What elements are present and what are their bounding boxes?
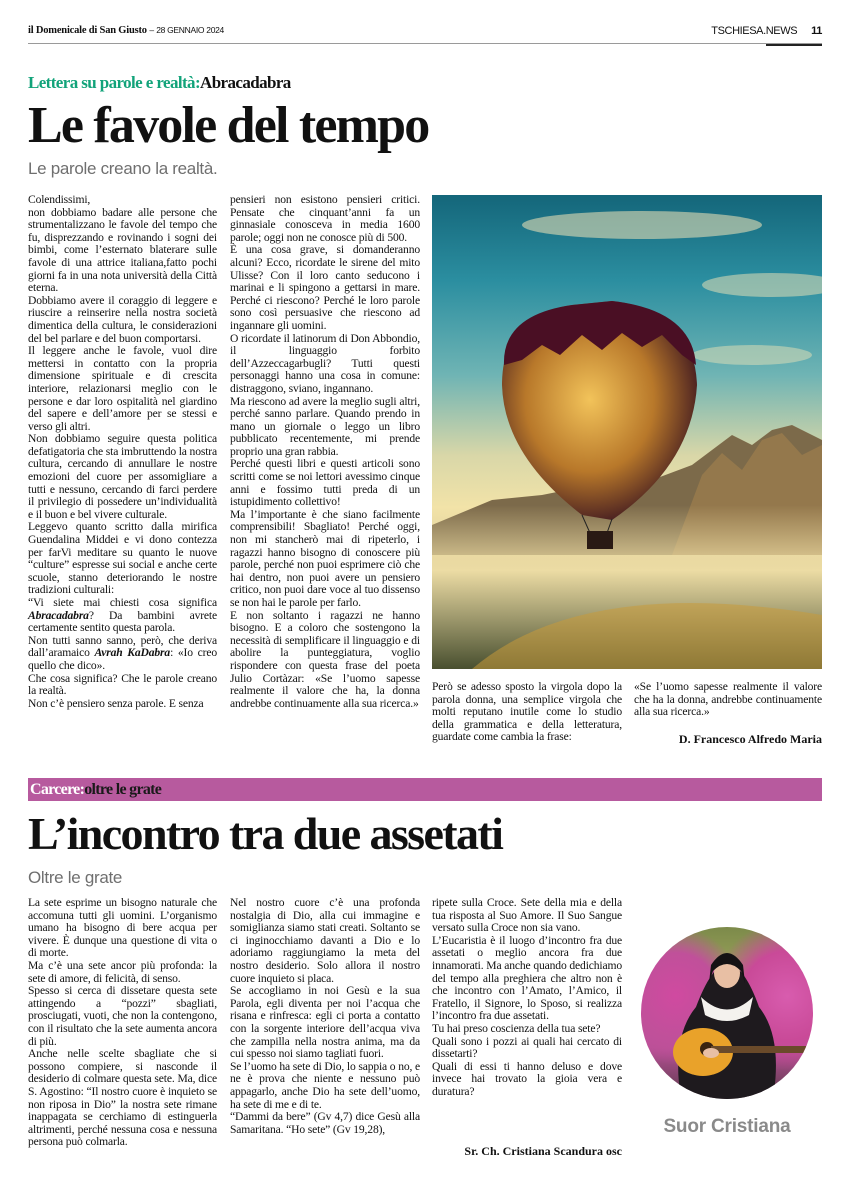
paragraph: pensieri non esistono pensieri critici. Pensate che cinquant’anni fa un ginnasiale conosceva in media 1600 parole; oggi non ne conosce più di 500. bbox=[230, 193, 420, 244]
site-name: TSCHIESA.NEWS bbox=[711, 25, 798, 37]
paragraph: Tu hai preso coscienza della tua sete? bbox=[432, 1021, 601, 1035]
article2-title: L’incontro tra due assetati bbox=[28, 808, 503, 859]
page-number-underline bbox=[766, 44, 822, 46]
paragraph: Anche nelle scelte sbagliate che si possono compiere, si nasconde il desiderio di colmare questa sete. Ma, dice S. Agostino: “Il nostro cuore è inquieto se non riposa in Dio” la nostra sete rimane inappagata se cerchiamo di estinguerla altrimenti, perché nessuna cosa e nessuna persona può colmarla. bbox=[28, 1047, 217, 1149]
paragraph: Nel nostro cuore c’è una profonda nostalgia di Dio, alla cui immagine e somiglianza siamo stati creati. Soltanto se ci inginocchiamo davanti a Dio e lo adoriamo raggiungiamo la meta del nostro desiderio. Solo allora il nostro cuore inquieto si placa. bbox=[230, 896, 420, 985]
article1-column-2 bbox=[230, 194, 420, 710]
masthead-left bbox=[28, 25, 224, 36]
publication-name: il Domenicale di San Giusto bbox=[28, 25, 147, 36]
paragraph-quote bbox=[28, 597, 217, 635]
article2-kicker bbox=[30, 781, 161, 799]
paragraph: È una cosa grave, si domanderanno alcuni? Ecco, ricordate le sirene del mito Ulisse? Con il loro canto seducono i marinai e li spingono a gettarsi in mare. Perché ci riescono? Perché le loro parole sono così persuasive che riescono ad ingannare gli uomini. bbox=[230, 243, 420, 332]
article2-kicker-label: Carcere: bbox=[30, 781, 85, 798]
paragraph: Leggevo quanto scritto dalla mirifica Guendalina Middei e vi dono contezza per farVi meditare su quanto le nuove “culture” espresse sui social e anche certe scuole, stanno deteriorando le nostre tradizioni culturali: bbox=[28, 520, 217, 597]
hand bbox=[703, 1048, 719, 1058]
article1-title: Le favole del tempo bbox=[28, 97, 429, 154]
paragraph-aramaic bbox=[28, 635, 217, 673]
quote-after: ? Da bambini avrete certamente sentito questa parola. bbox=[28, 608, 217, 635]
masthead-right bbox=[711, 25, 822, 37]
paragraph: O ricordate il latinorum di Don Abbondio, il linguaggio forbito dell’Azzeccagarbugli? Tutti questi personaggi hanno una cosa in comune: distraggono, sviano, ingannano. bbox=[230, 331, 420, 395]
paragraph: “Dammi da bere” (Gv 4,7) dice Gesù alla Samaritana. “Ho sete” (Gv 19,28), bbox=[230, 1110, 420, 1136]
guitar-neck bbox=[711, 1046, 806, 1053]
cloud bbox=[702, 273, 822, 297]
masthead-separator: – bbox=[149, 25, 154, 35]
balloon-illustration bbox=[432, 195, 822, 669]
paragraph: Spesso si cerca di dissetare questa sete attingendo a “pozzi” sbagliati, prosciugati, vuoti, che non la contengono, con il risultato che la sete aumenta ancora di più. bbox=[28, 984, 217, 1048]
article2-column-3 bbox=[432, 897, 622, 1099]
article1-column-3 bbox=[432, 681, 622, 744]
article1-column-1 bbox=[28, 194, 217, 710]
quote-intro: “Vi siete mai chiesti cosa significa bbox=[28, 596, 217, 609]
paragraph: La sete esprime un bisogno naturale che accomuna tutti gli uomini. L’organismo umano ha bisogno di bere acqua per vivere. È dunque una questione di vita o di morte. bbox=[28, 896, 217, 960]
paragraph: «Se l’uomo sapesse realmente il valore che ha la donna, andrebbe continuamente alla sua ricerca.» bbox=[634, 680, 822, 719]
paragraph: L’Eucaristia è il luogo d’incontro fra due assetati o meglio ancora fra due innamorati. Ma anche quando dedichiamo del tempo alla preghiera che altro non è che incontro con l’Amato, l’Amico, il Fratello, il Signore, lo Sposo, si realizza l’incontro fra due assetati. bbox=[432, 933, 622, 1023]
paragraph: Colendissimi, bbox=[28, 193, 91, 206]
paragraph: Il leggere anche le favole, vuol dire mettersi in contatto con la propria dimensione spirituale e di crescita interiore, relazionarsi meglio con le persone e dar loro ospitalità nel giardino del sapere e dell’amore per se stessi e verso gli altri. bbox=[28, 344, 217, 433]
issue-date: 28 GENNAIO 2024 bbox=[156, 25, 224, 35]
cloud bbox=[522, 211, 762, 239]
aramaic-before: Non tutti sanno sanno, però, che deriva dall’aramaico bbox=[28, 633, 217, 660]
paragraph: Perché questi libri e questi articoli sono scritti come se noi lettori avessimo cinque anni e fossimo tutti preda di un istupidimento collettivo! bbox=[230, 457, 420, 509]
page-number: 11 bbox=[811, 25, 822, 37]
aramaic-after: : «Io creo quello che dico». bbox=[28, 646, 217, 672]
paragraph: Ma riescono ad avere la meglio sugli altri, perché sanno parlare. Quando prendo in mano un giornale o leggo un libro pubblicato recentemente, mi prende proprio una gran rabbia. bbox=[230, 394, 420, 458]
article2-kicker-band bbox=[28, 778, 822, 801]
paragraph: ripete sulla Croce. Sete della mia e della tua risposta al Suo Amore. Il Suo Sangue versato sulla Croce non sia vano. bbox=[432, 896, 622, 935]
paragraph: Se accogliamo in noi Gesù e la sua Parola, egli diventa per noi l’acqua che risana e rinfresca: egli ci porta a contatto con la sorgente interiore dell’acqua viva che zampilla nella nostra anima, ma da cui spesso noi siamo tagliati fuori. bbox=[230, 984, 420, 1061]
paragraph: Quali di essi ti hanno deluso e dove invece hai trovato la gioia vera e duratura? bbox=[432, 1059, 622, 1098]
article1-signature: D. Francesco Alfredo Maria bbox=[678, 732, 822, 746]
article1-kicker bbox=[28, 73, 291, 93]
article1-kicker-topic: Abracadabra bbox=[200, 73, 291, 92]
paragraph: non dobbiamo badare alle persone che strumentalizzano le favole del tempo che fu, disprezzando e rovinando i sogni dei bimbi, come l’esternato blaterare sulle favole di una attrice italiana,fatto pochi giorni fa in una nota università della Città eterna. bbox=[28, 205, 217, 295]
portrait-caption: Suor Cristiana bbox=[663, 1116, 791, 1137]
paragraph: E non soltanto i ragazzi ne hanno bisogno. E a coloro che sostengono la necessità di semplificare il linguaggio e di abolire la punteggiatura, voglio rispondere con questa frase del poeta Julio Cortàzar: «Se l’uomo sapesse realmente il valore che ha, la donna andrebbe continuamente alla sua ricerca.» bbox=[230, 608, 420, 710]
article1-kicker-label: Lettera su parole e realtà: bbox=[28, 73, 201, 92]
portrait-illustration bbox=[641, 927, 813, 1099]
balloon-basket bbox=[587, 531, 613, 549]
paragraph: Dobbiamo avere il coraggio di leggere e riuscire a reinserire nella nostra società dimentica della cultura, le considerazioni del bel parlare e del buon comportarsi. bbox=[28, 293, 217, 345]
aramaic-word: Avrah KaDabra bbox=[94, 646, 171, 660]
cloud bbox=[692, 345, 812, 365]
paragraph: Che cosa significa? Che le parole creano la realtà. bbox=[28, 671, 217, 698]
paragraph: Se l’uomo ha sete di Dio, lo sappia o no, e ne è prova che niente e nessuno può appagarlo, anche Dio ha sete dell’uomo, ha sete di me e di te. bbox=[230, 1059, 420, 1111]
paragraph: Ma l’importante è che siano facilmente comprensibili! Sbagliato! Perché oggi, non mi stancherò mai di ripeterlo, i ragazzi hanno bisogno di conoscere più parole, perché non puoi esprimere ciò che hai dentro, non puoi avere un pensiero critico, non puoi dare voce al tuo dissenso se non hai le parole per farlo. bbox=[230, 507, 420, 609]
article1-subtitle: Le parole creano la realtà. bbox=[28, 159, 218, 178]
article2-signature: Sr. Ch. Cristiana Scandura osc bbox=[464, 1144, 622, 1158]
article1-column-4 bbox=[634, 681, 822, 719]
nun-with-guitar-portrait bbox=[641, 927, 813, 1099]
article2-column-2 bbox=[230, 897, 420, 1136]
quote-word: Abracadabra bbox=[28, 608, 89, 622]
paragraph: Però se adesso sposto la virgola dopo la parola donna, una semplice virgola che molti reputano inutile come lo studio della grammatica e della letteratura, guardate come cambia la frase: bbox=[432, 680, 622, 744]
paragraph: Ma c’è una sete ancor più profonda: la sete di amore, di felicità, di senso. bbox=[28, 958, 217, 985]
article2-kicker-topic: oltre le grate bbox=[84, 781, 162, 798]
article2-subtitle: Oltre le grate bbox=[28, 868, 123, 887]
masthead bbox=[28, 24, 822, 44]
article2-column-1 bbox=[28, 897, 217, 1149]
hot-air-balloon-photo bbox=[432, 195, 822, 669]
paragraph: Non dobbiamo seguire questa politica defatigatoria che sta imbruttendo la nostra cultura, cercando di annullare le nostre emozioni del cuore per assomigliare a tutti e nessuno, cercando di farci perdere il privilegio di possedere un’individualità e il buon e bel vivere culturale. bbox=[28, 432, 217, 521]
paragraph: Non c’è pensiero senza parole. E senza bbox=[28, 696, 204, 710]
paragraph: Quali sono i pozzi ai quali hai cercato di dissetarti? bbox=[432, 1034, 622, 1061]
